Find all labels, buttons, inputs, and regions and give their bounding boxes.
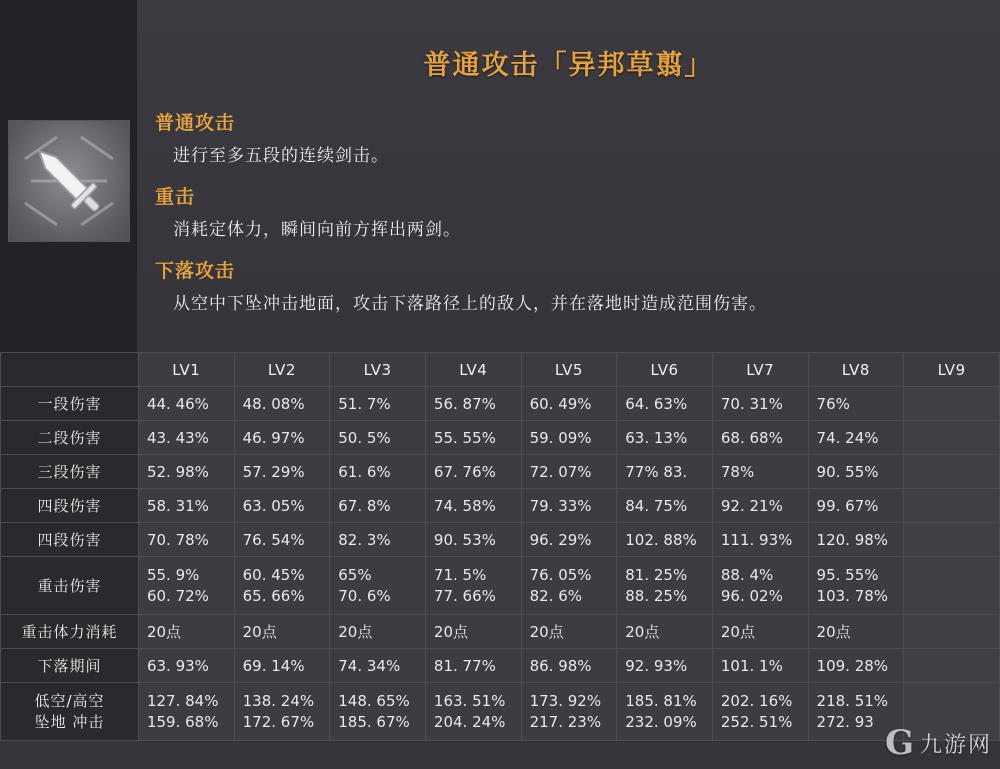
cell-hit3-lv9 (904, 455, 1000, 489)
cell-plunge-dmg-lv4: 81. 77% (425, 649, 521, 683)
table-row (1, 523, 1000, 557)
row-label-hit2: 二段伤害 (1, 421, 139, 455)
skill-sections (137, 82, 1000, 314)
cell-charged-stamina-lv3: 20点 (330, 615, 426, 649)
cell-charged-dmg-lv8: 95. 55% 103. 78% (808, 557, 904, 615)
row-label-hit4: 四段伤害 (1, 489, 139, 523)
cell-hit2-lv1: 43. 43% (138, 421, 234, 455)
cell-hit4-lv8: 99. 67% (808, 489, 904, 523)
cell-plunge-impact-lv8: 218. 51% 272. 93 (808, 683, 904, 741)
cell-hit5-lv2: 76. 54% (234, 523, 330, 557)
table-row (1, 557, 1000, 615)
cell-plunge-impact-lv6: 185. 81% 232. 09% (617, 683, 713, 741)
cell-charged-stamina-lv9 (904, 615, 1000, 649)
row-label-hit5: 四段伤害 (1, 523, 139, 557)
table-row (1, 387, 1000, 421)
cell-hit3-lv5: 72. 07% (521, 455, 617, 489)
cell-plunge-impact-lv7: 202. 16% 252. 51% (712, 683, 808, 741)
greatsword-skill-icon (8, 120, 130, 242)
cell-hit1-lv2: 48. 08% (234, 387, 330, 421)
cell-hit3-lv6: 77% 83. (617, 455, 713, 489)
cell-plunge-dmg-lv8: 109. 28% (808, 649, 904, 683)
cell-plunge-dmg-lv9 (904, 649, 1000, 683)
cell-charged-dmg-lv6: 81. 25% 88. 25% (617, 557, 713, 615)
cell-hit5-lv8: 120. 98% (808, 523, 904, 557)
page-title: 普通攻击「异邦草翦」 (423, 50, 714, 81)
column-header-lv9: LV9 (904, 353, 1000, 387)
section-text-plunging-attack: 从空中下坠冲击地面，攻击下落路径上的敌人，并在落地时造成范围伤害。 (173, 294, 767, 314)
cell-hit5-lv4: 90. 53% (425, 523, 521, 557)
cell-hit2-lv9 (904, 421, 1000, 455)
table-header-row (1, 353, 1000, 387)
skill-icon-column (0, 0, 137, 352)
column-header-lv6: LV6 (617, 353, 713, 387)
cell-hit1-lv9 (904, 387, 1000, 421)
cell-plunge-dmg-lv7: 101. 1% (712, 649, 808, 683)
cell-hit5-lv3: 82. 3% (330, 523, 426, 557)
cell-hit5-lv9 (904, 523, 1000, 557)
cell-charged-stamina-lv6: 20点 (617, 615, 713, 649)
cell-hit1-lv6: 64. 63% (617, 387, 713, 421)
cell-hit3-lv8: 90. 55% (808, 455, 904, 489)
cell-plunge-impact-lv4: 163. 51% 204. 24% (425, 683, 521, 741)
section-heading-charged-attack: 重击 (155, 186, 196, 208)
cell-hit1-lv3: 51. 7% (330, 387, 426, 421)
cell-hit1-lv5: 60. 49% (521, 387, 617, 421)
row-label-plunge-impact: 低空/高空 坠地 冲击 (1, 683, 139, 741)
column-header-lv4: LV4 (425, 353, 521, 387)
cell-hit5-lv7: 111. 93% (712, 523, 808, 557)
skill-stats-table-wrap (0, 352, 1000, 769)
cell-hit5-lv6: 102. 88% (617, 523, 713, 557)
cell-hit5-lv1: 70. 78% (138, 523, 234, 557)
cell-hit3-lv3: 61. 6% (330, 455, 426, 489)
cell-hit3-lv1: 52. 98% (138, 455, 234, 489)
table-row (1, 649, 1000, 683)
section-heading-plunging-attack: 下落攻击 (155, 260, 236, 282)
watermark-logo-icon: G (884, 723, 914, 763)
table-corner-cell (1, 353, 139, 387)
cell-hit3-lv2: 57. 29% (234, 455, 330, 489)
cell-plunge-impact-lv2: 138. 24% 172. 67% (234, 683, 330, 741)
section-heading-normal-attack: 普通攻击 (155, 112, 236, 134)
cell-hit2-lv4: 55. 55% (425, 421, 521, 455)
cell-charged-dmg-lv4: 71. 5% 77. 66% (425, 557, 521, 615)
cell-hit3-lv7: 78% (712, 455, 808, 489)
cell-hit4-lv6: 84. 75% (617, 489, 713, 523)
cell-hit4-lv4: 74. 58% (425, 489, 521, 523)
table-row (1, 421, 1000, 455)
cell-charged-dmg-lv1: 55. 9% 60. 72% (138, 557, 234, 615)
cell-charged-stamina-lv7: 20点 (712, 615, 808, 649)
column-header-lv8: LV8 (808, 353, 904, 387)
cell-hit5-lv5: 96. 29% (521, 523, 617, 557)
column-header-lv1: LV1 (138, 353, 234, 387)
cell-plunge-dmg-lv5: 86. 98% (521, 649, 617, 683)
cell-hit2-lv5: 59. 09% (521, 421, 617, 455)
cell-hit4-lv1: 58. 31% (138, 489, 234, 523)
cell-plunge-impact-lv1: 127. 84% 159. 68% (138, 683, 234, 741)
cell-charged-stamina-lv2: 20点 (234, 615, 330, 649)
cell-charged-dmg-lv5: 76. 05% 82. 6% (521, 557, 617, 615)
cell-charged-stamina-lv5: 20点 (521, 615, 617, 649)
cell-charged-dmg-lv3: 65% 70. 6% (330, 557, 426, 615)
cell-plunge-impact-lv9 (904, 683, 1000, 741)
cell-hit1-lv8: 76% (808, 387, 904, 421)
cell-plunge-dmg-lv6: 92. 93% (617, 649, 713, 683)
cell-hit4-lv5: 79. 33% (521, 489, 617, 523)
column-header-lv3: LV3 (330, 353, 426, 387)
cell-plunge-impact-lv5: 173. 92% 217. 23% (521, 683, 617, 741)
table-row (1, 615, 1000, 649)
column-header-lv2: LV2 (234, 353, 330, 387)
cell-hit4-lv2: 63. 05% (234, 489, 330, 523)
column-header-lv7: LV7 (712, 353, 808, 387)
cell-hit2-lv6: 63. 13% (617, 421, 713, 455)
cell-charged-dmg-lv7: 88. 4% 96. 02% (712, 557, 808, 615)
cell-plunge-dmg-lv3: 74. 34% (330, 649, 426, 683)
cell-plunge-impact-lv3: 148. 65% 185. 67% (330, 683, 426, 741)
cell-hit3-lv4: 67. 76% (425, 455, 521, 489)
cell-hit1-lv7: 70. 31% (712, 387, 808, 421)
skill-stats-table (0, 352, 1000, 741)
cell-plunge-dmg-lv2: 69. 14% (234, 649, 330, 683)
table-row (1, 455, 1000, 489)
column-header-lv5: LV5 (521, 353, 617, 387)
cell-hit2-lv2: 46. 97% (234, 421, 330, 455)
cell-charged-stamina-lv8: 20点 (808, 615, 904, 649)
row-label-plunge-dmg: 下落期间 (1, 649, 139, 683)
section-text-charged-attack: 消耗定体力，瞬间向前方挥出两剑。 (173, 220, 461, 240)
row-label-charged-dmg: 重击伤害 (1, 557, 139, 615)
cell-hit4-lv3: 67. 8% (330, 489, 426, 523)
cell-hit2-lv8: 74. 24% (808, 421, 904, 455)
cell-hit4-lv9 (904, 489, 1000, 523)
skill-header (0, 0, 1000, 352)
row-label-charged-stamina: 重击体力消耗 (1, 615, 139, 649)
cell-hit1-lv1: 44. 46% (138, 387, 234, 421)
cell-charged-stamina-lv1: 20点 (138, 615, 234, 649)
table-row (1, 683, 1000, 741)
cell-hit1-lv4: 56. 87% (425, 387, 521, 421)
cell-hit2-lv7: 68. 68% (712, 421, 808, 455)
cell-charged-stamina-lv4: 20点 (425, 615, 521, 649)
row-label-hit1: 一段伤害 (1, 387, 139, 421)
cell-hit4-lv7: 92. 21% (712, 489, 808, 523)
watermark-text: 九游网 (919, 732, 992, 758)
cell-charged-dmg-lv2: 60. 45% 65. 66% (234, 557, 330, 615)
table-row (1, 489, 1000, 523)
skill-header-body (137, 0, 1000, 352)
cell-hit2-lv3: 50. 5% (330, 421, 426, 455)
row-label-hit3: 三段伤害 (1, 455, 139, 489)
cell-plunge-dmg-lv1: 63. 93% (138, 649, 234, 683)
cell-charged-dmg-lv9 (904, 557, 1000, 615)
section-text-normal-attack: 进行至多五段的连续剑击。 (173, 146, 389, 166)
